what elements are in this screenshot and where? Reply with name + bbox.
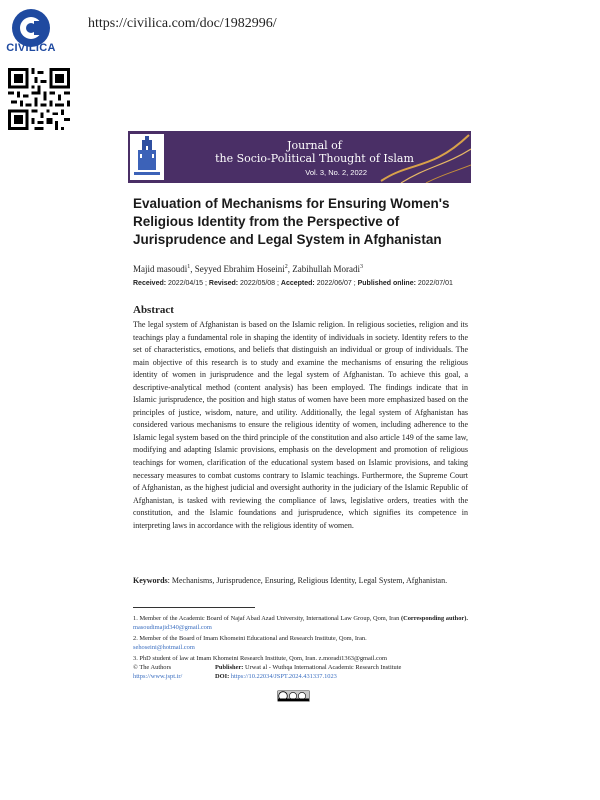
journal-title-line1: Journal of	[287, 139, 342, 152]
received-label: Received:	[133, 280, 167, 287]
footnote-divider	[133, 607, 255, 608]
doi-info	[215, 673, 337, 682]
abstract-text: The legal system of Afghanistan is based on the Islamic religion. In religious societies, religion and its teachings play a fundamental role in shaping the identity of individuals in society. Identity refers to the set of characteristics, emotions, and beliefs that distinguish an individual or group of individuals. The main objective of this research is to study and examine the mechanisms of ensuring the religious identity of women in jurisprudence and the legal system of Afghanistan. To achieve this goal, a descriptive-analytical method (content analysis) has been employed. The findings indicate that in Islamic jurisprudence, the position and high status of women have been more emphasized based on the principles of justice, wisdom, nature, and utility. Additionally, the legal system of Afghanistan has considered various mechanisms to ensure the religious identity of women, including adherence to the Islamic legal system based on the third principle of the constitution and also article 149 of the same law, modifying and adapting Islamic provisions, emphasis on the development and promotion of religious teachings for women, clarification of the educational system based on Islamic provisions, and taking necessary measures to combat customs contrary to Islamic teachings. Furthermore, the Supreme Court of Afghanistan, as the highest judicial and oversight authority in the judiciary of the Islamic Republic of Afghanistan, is tasked with reviewing the compliance of laws, legislative orders, treaties with the constitution, and the Islamic foundations and jurisprudence, which signifies its competence in interpreting laws in accordance with the religious identity of women.	[133, 320, 468, 530]
author-list	[133, 264, 363, 274]
doi-row	[133, 673, 468, 682]
journal-emblem-icon	[130, 134, 164, 180]
journal-website-link[interactable]: https://www.jspt.ir/	[133, 672, 183, 680]
accepted-date: 2022/06/07 ;	[314, 280, 358, 287]
author-affiliation-mark: 3	[359, 264, 363, 270]
published-label: Published online:	[357, 280, 416, 287]
footnote-1-email[interactable]: masoudimajid340@gmail.com	[133, 623, 212, 631]
author-affiliation-mark: 2	[284, 264, 288, 270]
decorative-swirl-icon	[371, 131, 471, 183]
corresponding-author-label: (Corresponding author).	[400, 615, 468, 622]
footnote-2	[133, 635, 468, 652]
keywords	[133, 575, 468, 587]
footnote-1-text: 1. Member of the Academic Board of Najaf Abad Azad University, International Law Group, Qom, Iran	[133, 615, 401, 622]
author-name: Zabihullah Moradi	[292, 264, 360, 274]
author-affiliation-mark: 1	[187, 264, 191, 270]
author-name: Seyyed Ebrahim Hoseini	[194, 264, 285, 274]
published-date: 2022/07/01	[415, 280, 453, 287]
cc-license-icon	[277, 690, 310, 702]
revised-date: 2022/05/08 ;	[238, 280, 281, 287]
received-date: 2022/04/15 ;	[166, 280, 209, 287]
publisher-name: Urwat al - Wuthqa International Academic Research Institute	[243, 663, 402, 671]
qr-code-icon	[8, 68, 70, 130]
keywords-label: Keywords	[133, 576, 168, 585]
footnotes	[133, 615, 468, 681]
publisher-info	[215, 664, 401, 673]
revised-label: Revised:	[208, 280, 239, 287]
article-title: Evaluation of Mechanisms for Ensuring Women's Religious Identity from the Perspective of Jurisprudence and Legal System in Afghanistan	[133, 196, 450, 247]
footnote-1	[133, 615, 468, 632]
article-dates	[133, 280, 453, 287]
footnote-3: 3. PhD student of law at Imam Khomeini Research Institute, Qom, Iran. z.moradi1363@gmail.com	[133, 655, 387, 663]
document-url[interactable]: https://civilica.com/doc/1982996/	[88, 16, 277, 31]
doi-label: DOI:	[215, 672, 230, 680]
footnote-2-text: 2. Member of the Board of Imam Khomeini Educational and Research Institute, Qom, Iran.	[133, 635, 367, 643]
publisher-row	[133, 664, 468, 673]
abstract-heading: Abstract	[133, 304, 174, 316]
footnote-2-email[interactable]: sehoseini@hotmail.com	[133, 643, 195, 651]
journal-banner	[128, 131, 471, 183]
author-separator: ,	[190, 264, 195, 274]
keywords-list: : Mechanisms, Jurisprudence, Ensuring, Religious Identity, Legal System, Afghanistan.	[167, 576, 448, 585]
journal-title-line2: the Socio-Political Thought of Islam	[215, 152, 414, 165]
civilica-logo-text: CIVILICA	[6, 42, 56, 54]
journal-volume: Vol. 3, No. 2, 2022	[305, 168, 367, 177]
authors-copyright: © The Authors	[133, 663, 172, 671]
author-separator: ,	[287, 264, 293, 274]
accepted-label: Accepted:	[280, 280, 315, 287]
doi-link[interactable]: https://10.22034/JSPT.2024.431337.1023	[229, 672, 337, 680]
author-name: Majid masoudi	[133, 264, 188, 274]
publisher-label: Publisher:	[215, 663, 244, 671]
